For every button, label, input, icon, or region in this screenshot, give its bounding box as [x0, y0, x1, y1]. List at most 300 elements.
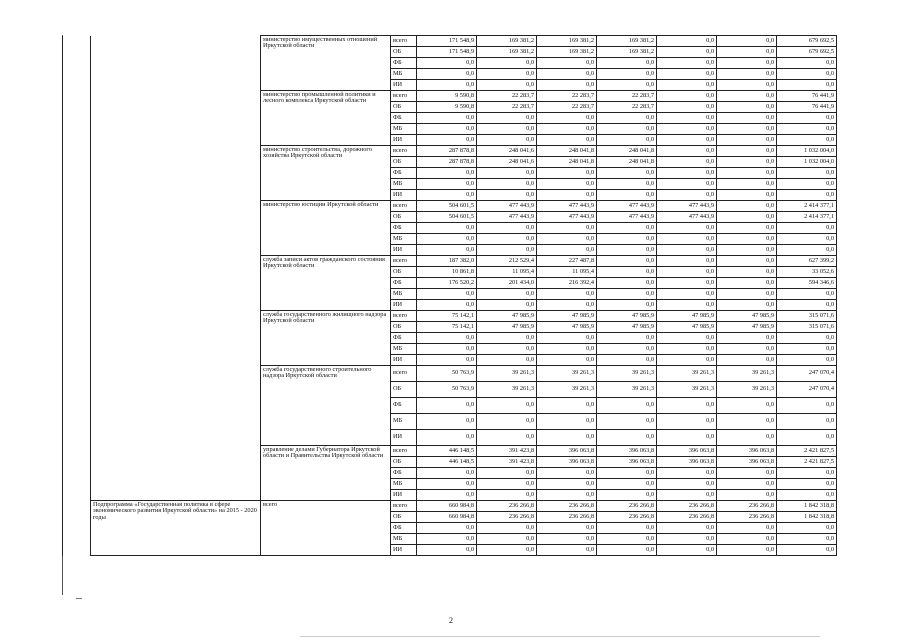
- value-cell: 0,0: [657, 179, 717, 190]
- value-cell: 236 266,8: [657, 512, 717, 523]
- value-cell: 0,0: [717, 355, 777, 366]
- value-cell: 0,0: [417, 223, 477, 234]
- value-cell: 169 381,2: [597, 36, 657, 47]
- budget-table: [62, 35, 837, 556]
- value-cell: 76 441,9: [777, 91, 837, 102]
- value-cell: 11 095,4: [477, 267, 537, 278]
- value-cell: 247 070,4: [777, 382, 837, 398]
- value-cell: 0,0: [417, 430, 477, 446]
- value-cell: 0,0: [717, 201, 777, 212]
- value-cell: 0,0: [657, 223, 717, 234]
- value-cell: 0,0: [537, 124, 597, 135]
- table-row: [63, 36, 837, 47]
- value-cell: 0,0: [777, 179, 837, 190]
- value-cell: 0,0: [597, 479, 657, 490]
- value-cell: 0,0: [777, 534, 837, 545]
- value-cell: 0,0: [777, 124, 837, 135]
- value-cell: 22 283,7: [537, 102, 597, 113]
- value-cell: 47 985,9: [717, 311, 777, 322]
- funding-source-cell: ОБ: [391, 47, 417, 58]
- value-cell: 0,0: [597, 80, 657, 91]
- value-cell: 0,0: [477, 333, 537, 344]
- value-cell: 0,0: [717, 47, 777, 58]
- value-cell: 22 283,7: [597, 102, 657, 113]
- value-cell: 0,0: [657, 414, 717, 430]
- funding-source-cell: ФБ: [391, 58, 417, 69]
- value-cell: 22 283,7: [477, 91, 537, 102]
- value-cell: 0,0: [657, 245, 717, 256]
- value-cell: 0,0: [417, 135, 477, 146]
- funding-source-cell: ФБ: [391, 113, 417, 124]
- value-cell: 0,0: [657, 267, 717, 278]
- value-cell: 0,0: [777, 479, 837, 490]
- value-cell: 176 520,2: [417, 278, 477, 289]
- value-cell: 0,0: [777, 135, 837, 146]
- funding-source-cell: ФБ: [391, 223, 417, 234]
- value-cell: 0,0: [417, 414, 477, 430]
- value-cell: 396 063,8: [597, 457, 657, 468]
- value-cell: 0,0: [537, 289, 597, 300]
- value-cell: 0,0: [777, 414, 837, 430]
- funding-source-cell: всего: [391, 146, 417, 157]
- value-cell: 0,0: [777, 490, 837, 501]
- value-cell: 315 071,6: [777, 322, 837, 333]
- value-cell: 0,0: [717, 333, 777, 344]
- funding-source-cell: ИИ: [391, 245, 417, 256]
- funding-source-cell: ИИ: [391, 135, 417, 146]
- value-cell: 0,0: [477, 58, 537, 69]
- value-cell: 0,0: [657, 278, 717, 289]
- value-cell: 47 985,9: [537, 322, 597, 333]
- program-blank-column: [91, 36, 261, 501]
- value-cell: 0,0: [657, 468, 717, 479]
- value-cell: 47 985,9: [597, 322, 657, 333]
- value-cell: 0,0: [657, 289, 717, 300]
- value-cell: 391 423,8: [477, 446, 537, 457]
- funding-source-cell: всего: [391, 366, 417, 382]
- value-cell: 0,0: [477, 479, 537, 490]
- value-cell: 0,0: [717, 212, 777, 223]
- value-cell: 477 443,9: [537, 201, 597, 212]
- value-cell: 248 041,8: [537, 146, 597, 157]
- value-cell: 0,0: [777, 80, 837, 91]
- value-cell: 0,0: [417, 124, 477, 135]
- value-cell: 236 266,8: [537, 501, 597, 512]
- value-cell: 0,0: [657, 113, 717, 124]
- value-cell: 396 063,8: [657, 457, 717, 468]
- value-cell: 0,0: [777, 190, 837, 201]
- value-cell: 315 071,6: [777, 311, 837, 322]
- org-name-cell: служба записи актов гражданского состояния Иркутской области: [261, 256, 391, 311]
- value-cell: 0,0: [417, 168, 477, 179]
- org-name-cell: управление делами Губернатора Иркутской области и Правительства Иркутской области: [261, 446, 391, 501]
- value-cell: 594 346,6: [777, 278, 837, 289]
- funding-source-cell: МБ: [391, 479, 417, 490]
- value-cell: 396 063,8: [717, 457, 777, 468]
- org-name-cell: служба государственного строительного надзора Иркутской области: [261, 366, 391, 446]
- value-cell: 0,0: [657, 398, 717, 414]
- value-cell: 10 861,8: [417, 267, 477, 278]
- value-cell: 0,0: [597, 234, 657, 245]
- value-cell: 0,0: [717, 91, 777, 102]
- funding-source-cell: ФБ: [391, 468, 417, 479]
- value-cell: 0,0: [657, 36, 717, 47]
- value-cell: 627 399,2: [777, 256, 837, 267]
- value-cell: 39 261,3: [477, 382, 537, 398]
- value-cell: 0,0: [717, 223, 777, 234]
- value-cell: 187 382,0: [417, 256, 477, 267]
- value-cell: 39 261,3: [717, 382, 777, 398]
- value-cell: 0,0: [717, 523, 777, 534]
- value-cell: 236 266,8: [477, 512, 537, 523]
- funding-source-cell: МБ: [391, 414, 417, 430]
- value-cell: 2 421 827,5: [777, 457, 837, 468]
- value-cell: 0,0: [477, 300, 537, 311]
- value-cell: 216 392,4: [537, 278, 597, 289]
- value-cell: 39 261,3: [657, 382, 717, 398]
- value-cell: 236 266,8: [597, 512, 657, 523]
- value-cell: 477 443,9: [597, 201, 657, 212]
- org-name-cell: министерство строительства, дорожного хозяйства Иркутской области: [261, 146, 391, 201]
- value-cell: 0,0: [417, 245, 477, 256]
- value-cell: 396 063,8: [537, 457, 597, 468]
- value-cell: 0,0: [717, 256, 777, 267]
- value-cell: 76 441,9: [777, 102, 837, 113]
- value-cell: 0,0: [597, 168, 657, 179]
- value-cell: 22 283,7: [597, 91, 657, 102]
- value-cell: 9 590,8: [417, 91, 477, 102]
- value-cell: 0,0: [657, 47, 717, 58]
- value-cell: 0,0: [657, 490, 717, 501]
- left-blank-column: [63, 501, 91, 556]
- value-cell: 0,0: [717, 58, 777, 69]
- value-cell: 0,0: [717, 344, 777, 355]
- value-cell: 0,0: [477, 80, 537, 91]
- value-cell: 0,0: [597, 398, 657, 414]
- value-cell: 0,0: [657, 355, 717, 366]
- value-cell: 0,0: [597, 355, 657, 366]
- funding-source-cell: ОБ: [391, 157, 417, 168]
- funding-source-cell: ОБ: [391, 382, 417, 398]
- value-cell: 50 763,9: [417, 366, 477, 382]
- funding-source-cell: ФБ: [391, 398, 417, 414]
- value-cell: 0,0: [417, 468, 477, 479]
- value-cell: 0,0: [717, 113, 777, 124]
- value-cell: 0,0: [417, 545, 477, 556]
- value-cell: 236 266,8: [597, 501, 657, 512]
- value-cell: 39 261,3: [717, 366, 777, 382]
- value-cell: 0,0: [537, 523, 597, 534]
- org-name-cell: министерство юстиции Иркутской области: [261, 201, 391, 256]
- value-cell: 169 381,2: [477, 36, 537, 47]
- value-cell: 0,0: [417, 490, 477, 501]
- value-cell: 169 381,2: [537, 47, 597, 58]
- value-cell: 0,0: [717, 468, 777, 479]
- funding-source-cell: МБ: [391, 289, 417, 300]
- value-cell: 0,0: [717, 124, 777, 135]
- value-cell: 0,0: [417, 234, 477, 245]
- value-cell: 0,0: [597, 124, 657, 135]
- value-cell: 0,0: [777, 333, 837, 344]
- value-cell: 75 142,1: [417, 311, 477, 322]
- value-cell: 0,0: [657, 91, 717, 102]
- value-cell: 0,0: [537, 58, 597, 69]
- funding-source-cell: ОБ: [391, 512, 417, 523]
- value-cell: 0,0: [597, 267, 657, 278]
- value-cell: 248 041,8: [537, 157, 597, 168]
- value-cell: 248 041,8: [597, 146, 657, 157]
- left-blank-column: [63, 36, 91, 501]
- value-cell: 0,0: [477, 414, 537, 430]
- value-cell: 0,0: [657, 80, 717, 91]
- bottom-dash-left: [76, 598, 82, 599]
- value-cell: 0,0: [717, 267, 777, 278]
- funding-source-cell: ИИ: [391, 545, 417, 556]
- funding-source-cell: ОБ: [391, 102, 417, 113]
- value-cell: 227 487,8: [537, 256, 597, 267]
- value-cell: 0,0: [657, 102, 717, 113]
- value-cell: 201 434,0: [477, 278, 537, 289]
- value-cell: 0,0: [537, 344, 597, 355]
- value-cell: 0,0: [717, 545, 777, 556]
- value-cell: 0,0: [537, 179, 597, 190]
- value-cell: 0,0: [477, 124, 537, 135]
- value-cell: 0,0: [657, 333, 717, 344]
- value-cell: 0,0: [537, 534, 597, 545]
- value-cell: 0,0: [477, 344, 537, 355]
- value-cell: 39 261,3: [477, 366, 537, 382]
- funding-source-cell: ОБ: [391, 322, 417, 333]
- bottom-dash-mid: [300, 636, 820, 637]
- value-cell: 2 421 827,5: [777, 446, 837, 457]
- value-cell: 11 095,4: [537, 267, 597, 278]
- funding-source-cell: МБ: [391, 234, 417, 245]
- funding-source-cell: всего: [391, 91, 417, 102]
- value-cell: 0,0: [537, 490, 597, 501]
- value-cell: 0,0: [777, 234, 837, 245]
- value-cell: 0,0: [657, 69, 717, 80]
- value-cell: 0,0: [537, 223, 597, 234]
- value-cell: 0,0: [717, 398, 777, 414]
- table-row: [63, 501, 837, 512]
- value-cell: 0,0: [537, 234, 597, 245]
- value-cell: 248 041,8: [597, 157, 657, 168]
- funding-source-cell: ИИ: [391, 430, 417, 446]
- value-cell: 39 261,3: [597, 382, 657, 398]
- value-cell: 0,0: [537, 69, 597, 80]
- value-cell: 0,0: [597, 135, 657, 146]
- org-name-cell: министерство промышленной политики и лесного комплекса Иркутской области: [261, 91, 391, 146]
- value-cell: 0,0: [777, 58, 837, 69]
- page-number: 2: [449, 616, 453, 625]
- value-cell: 0,0: [717, 157, 777, 168]
- value-cell: 0,0: [717, 490, 777, 501]
- value-cell: 0,0: [477, 234, 537, 245]
- value-cell: 660 984,8: [417, 512, 477, 523]
- value-cell: 75 142,1: [417, 322, 477, 333]
- funding-source-cell: МБ: [391, 344, 417, 355]
- value-cell: 0,0: [717, 102, 777, 113]
- value-cell: 169 381,2: [537, 36, 597, 47]
- value-cell: 446 148,5: [417, 446, 477, 457]
- value-cell: 47 985,9: [717, 322, 777, 333]
- value-cell: 0,0: [597, 278, 657, 289]
- value-cell: 0,0: [537, 333, 597, 344]
- value-cell: 0,0: [597, 190, 657, 201]
- value-cell: 0,0: [717, 430, 777, 446]
- value-cell: 0,0: [597, 69, 657, 80]
- value-cell: 396 063,8: [597, 446, 657, 457]
- value-cell: 0,0: [657, 135, 717, 146]
- value-cell: 0,0: [597, 58, 657, 69]
- value-cell: 0,0: [777, 113, 837, 124]
- value-cell: 236 266,8: [717, 501, 777, 512]
- value-cell: 0,0: [597, 333, 657, 344]
- value-cell: 0,0: [477, 190, 537, 201]
- value-cell: 0,0: [717, 69, 777, 80]
- value-cell: 0,0: [717, 36, 777, 47]
- value-cell: 0,0: [417, 398, 477, 414]
- value-cell: 248 041,6: [477, 157, 537, 168]
- value-cell: 0,0: [477, 523, 537, 534]
- value-cell: 169 381,2: [597, 47, 657, 58]
- value-cell: 0,0: [417, 333, 477, 344]
- value-cell: 0,0: [477, 490, 537, 501]
- value-cell: 236 266,8: [717, 512, 777, 523]
- value-cell: 0,0: [777, 69, 837, 80]
- funding-source-cell: всего: [391, 311, 417, 322]
- value-cell: 0,0: [717, 414, 777, 430]
- value-cell: 504 601,5: [417, 201, 477, 212]
- value-cell: 0,0: [597, 344, 657, 355]
- value-cell: 477 443,9: [657, 201, 717, 212]
- value-cell: 0,0: [597, 289, 657, 300]
- org-name-cell: министерство имущественных отношений Иркутской области: [261, 36, 391, 91]
- org-name-cell: служба государственного жилищного надзора Иркутской области: [261, 311, 391, 366]
- funding-source-cell: МБ: [391, 124, 417, 135]
- funding-source-cell: ИИ: [391, 355, 417, 366]
- value-cell: 0,0: [657, 256, 717, 267]
- value-cell: 679 692,5: [777, 47, 837, 58]
- funding-source-cell: МБ: [391, 179, 417, 190]
- value-cell: 2 414 377,1: [777, 212, 837, 223]
- value-cell: 287 878,8: [417, 146, 477, 157]
- funding-source-cell: ОБ: [391, 457, 417, 468]
- value-cell: 0,0: [777, 355, 837, 366]
- value-cell: 247 070,4: [777, 366, 837, 382]
- value-cell: 0,0: [477, 69, 537, 80]
- value-cell: 248 041,6: [477, 146, 537, 157]
- value-cell: 0,0: [597, 245, 657, 256]
- value-cell: 47 985,9: [537, 311, 597, 322]
- value-cell: 0,0: [717, 190, 777, 201]
- value-cell: 0,0: [657, 523, 717, 534]
- value-cell: 0,0: [597, 534, 657, 545]
- funding-source-cell: всего: [391, 201, 417, 212]
- value-cell: 0,0: [777, 168, 837, 179]
- value-cell: 0,0: [657, 157, 717, 168]
- value-cell: 477 443,9: [657, 212, 717, 223]
- value-cell: 47 985,9: [657, 322, 717, 333]
- value-cell: 287 878,8: [417, 157, 477, 168]
- value-cell: 1 842 318,8: [777, 501, 837, 512]
- subprogram-org-cell: всего: [261, 501, 391, 556]
- value-cell: 0,0: [477, 398, 537, 414]
- value-cell: 1 032 004,0: [777, 157, 837, 168]
- value-cell: 0,0: [717, 245, 777, 256]
- value-cell: 0,0: [477, 135, 537, 146]
- value-cell: 39 261,3: [537, 382, 597, 398]
- value-cell: 0,0: [657, 168, 717, 179]
- value-cell: 0,0: [717, 179, 777, 190]
- value-cell: 0,0: [777, 398, 837, 414]
- value-cell: 0,0: [657, 190, 717, 201]
- value-cell: 236 266,8: [477, 501, 537, 512]
- value-cell: 0,0: [417, 534, 477, 545]
- value-cell: 396 063,8: [717, 446, 777, 457]
- value-cell: 0,0: [657, 124, 717, 135]
- funding-source-cell: ИИ: [391, 190, 417, 201]
- value-cell: 0,0: [717, 479, 777, 490]
- value-cell: 236 266,8: [537, 512, 597, 523]
- value-cell: 396 063,8: [537, 446, 597, 457]
- value-cell: 0,0: [717, 168, 777, 179]
- value-cell: 0,0: [417, 479, 477, 490]
- value-cell: 0,0: [777, 300, 837, 311]
- value-cell: 0,0: [777, 545, 837, 556]
- value-cell: 0,0: [417, 344, 477, 355]
- value-cell: 0,0: [597, 430, 657, 446]
- value-cell: 0,0: [657, 430, 717, 446]
- value-cell: 39 261,3: [537, 366, 597, 382]
- value-cell: 0,0: [597, 545, 657, 556]
- value-cell: 0,0: [537, 430, 597, 446]
- value-cell: 171 548,9: [417, 36, 477, 47]
- value-cell: 0,0: [477, 534, 537, 545]
- value-cell: 0,0: [597, 179, 657, 190]
- value-cell: 0,0: [537, 300, 597, 311]
- value-cell: 0,0: [477, 245, 537, 256]
- value-cell: 0,0: [477, 545, 537, 556]
- value-cell: 0,0: [597, 223, 657, 234]
- funding-source-cell: ФБ: [391, 523, 417, 534]
- value-cell: 1 032 004,0: [777, 146, 837, 157]
- value-cell: 477 443,9: [597, 212, 657, 223]
- funding-source-cell: всего: [391, 36, 417, 47]
- value-cell: 446 148,5: [417, 457, 477, 468]
- value-cell: 0,0: [597, 256, 657, 267]
- value-cell: 0,0: [717, 278, 777, 289]
- funding-source-cell: МБ: [391, 534, 417, 545]
- value-cell: 0,0: [717, 234, 777, 245]
- funding-source-cell: МБ: [391, 69, 417, 80]
- value-cell: 39 261,3: [657, 366, 717, 382]
- value-cell: 0,0: [717, 80, 777, 91]
- value-cell: 660 984,8: [417, 501, 477, 512]
- funding-source-cell: ИИ: [391, 80, 417, 91]
- value-cell: 0,0: [657, 545, 717, 556]
- value-cell: 0,0: [657, 344, 717, 355]
- value-cell: 0,0: [417, 80, 477, 91]
- value-cell: 0,0: [777, 344, 837, 355]
- value-cell: 0,0: [777, 245, 837, 256]
- funding-source-cell: ИИ: [391, 300, 417, 311]
- value-cell: 679 692,5: [777, 36, 837, 47]
- funding-source-cell: ФБ: [391, 333, 417, 344]
- value-cell: 0,0: [537, 168, 597, 179]
- value-cell: 47 985,9: [477, 322, 537, 333]
- value-cell: 0,0: [597, 113, 657, 124]
